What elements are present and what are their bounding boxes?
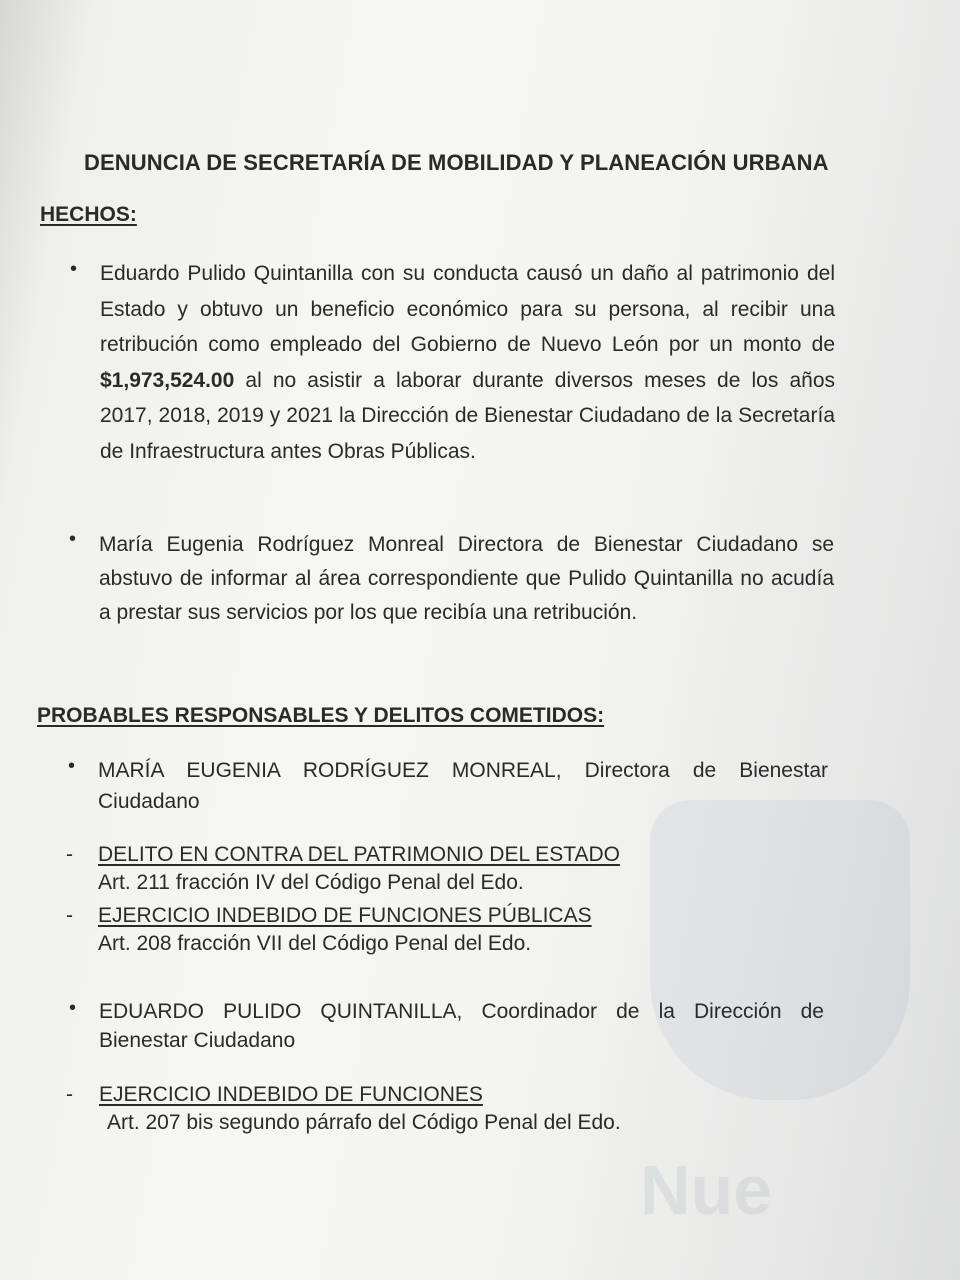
- amount: $1,973,524.00: [100, 368, 235, 392]
- crime-3-article: Art. 207 bis segundo párrafo del Código Penal del Edo.: [107, 1111, 621, 1134]
- person-2-name: EDUARDO PULIDO QUINTANILLA, Coordinador de la Dirección de Bienestar Ciudadano: [99, 1000, 824, 1052]
- document-title: DENUNCIA DE SECRETARÍA DE MOBILIDAD Y PLANEACIÓN URBANA: [84, 150, 829, 175]
- crime-2-article: Art. 208 fracción VII del Código Penal del Edo.: [98, 932, 532, 955]
- hechos-heading: HECHOS:: [40, 203, 137, 226]
- responsables-heading: PROBABLES RESPONSABLES Y DELITOS COMETIDOS:: [37, 704, 605, 727]
- person-1-name: MARÍA EUGENIA RODRÍGUEZ MONREAL, Directora de Bienestar Ciudadano: [98, 759, 828, 813]
- watermark-text: Nue: [640, 1151, 773, 1229]
- hechos-item-1-text-after: al no asistir a laborar durante diversos meses de los años 2017, 2018, 2019 y 2021 la Dirección de Bienestar Ciudadano de la Secretaría de Infraestructura antes Obras Públicas.: [100, 368, 835, 463]
- hechos-item-1-text: [100, 256, 835, 469]
- dash-icon: -: [66, 843, 73, 866]
- hechos-item-2: [69, 528, 834, 630]
- crime-1-title: DELITO EN CONTRA DEL PATRIMONIO DEL ESTADO: [98, 843, 620, 866]
- crime-1-article: Art. 211 fracción IV del Código Penal del Edo.: [98, 871, 524, 894]
- bullet-icon: •: [69, 528, 77, 550]
- dash-icon: -: [66, 904, 73, 927]
- bullet-icon: •: [69, 997, 77, 1019]
- bullet-icon: •: [68, 755, 76, 777]
- person-2: [69, 997, 824, 1055]
- hechos-item-2-text: María Eugenia Rodríguez Monreal Directora de Bienestar Ciudadano se abstuvo de informar al área correspondiente que Pulido Quintanilla no acudía a prestar sus servicios por los que recibía una retribución.: [99, 533, 834, 624]
- bullet-icon: •: [70, 258, 78, 280]
- dash-icon: -: [66, 1083, 73, 1106]
- hechos-item-1-text-before: Eduardo Pulido Quintanilla con su conducta causó un daño al patrimonio del Estado y obtuvo un beneficio económico para su persona, al recibir una retribución como empleado del Gobierno de Nuevo León por un monto de: [100, 262, 835, 356]
- person-1: [68, 755, 828, 817]
- crime-3: [66, 1083, 719, 1135]
- crime-3-title: EJERCICIO INDEBIDO DE FUNCIONES: [99, 1083, 483, 1106]
- crime-1: [66, 843, 698, 895]
- hechos-item-1: [70, 256, 835, 469]
- crime-2: [66, 904, 698, 956]
- crime-2-title: EJERCICIO INDEBIDO DE FUNCIONES PÚBLICAS: [98, 904, 592, 927]
